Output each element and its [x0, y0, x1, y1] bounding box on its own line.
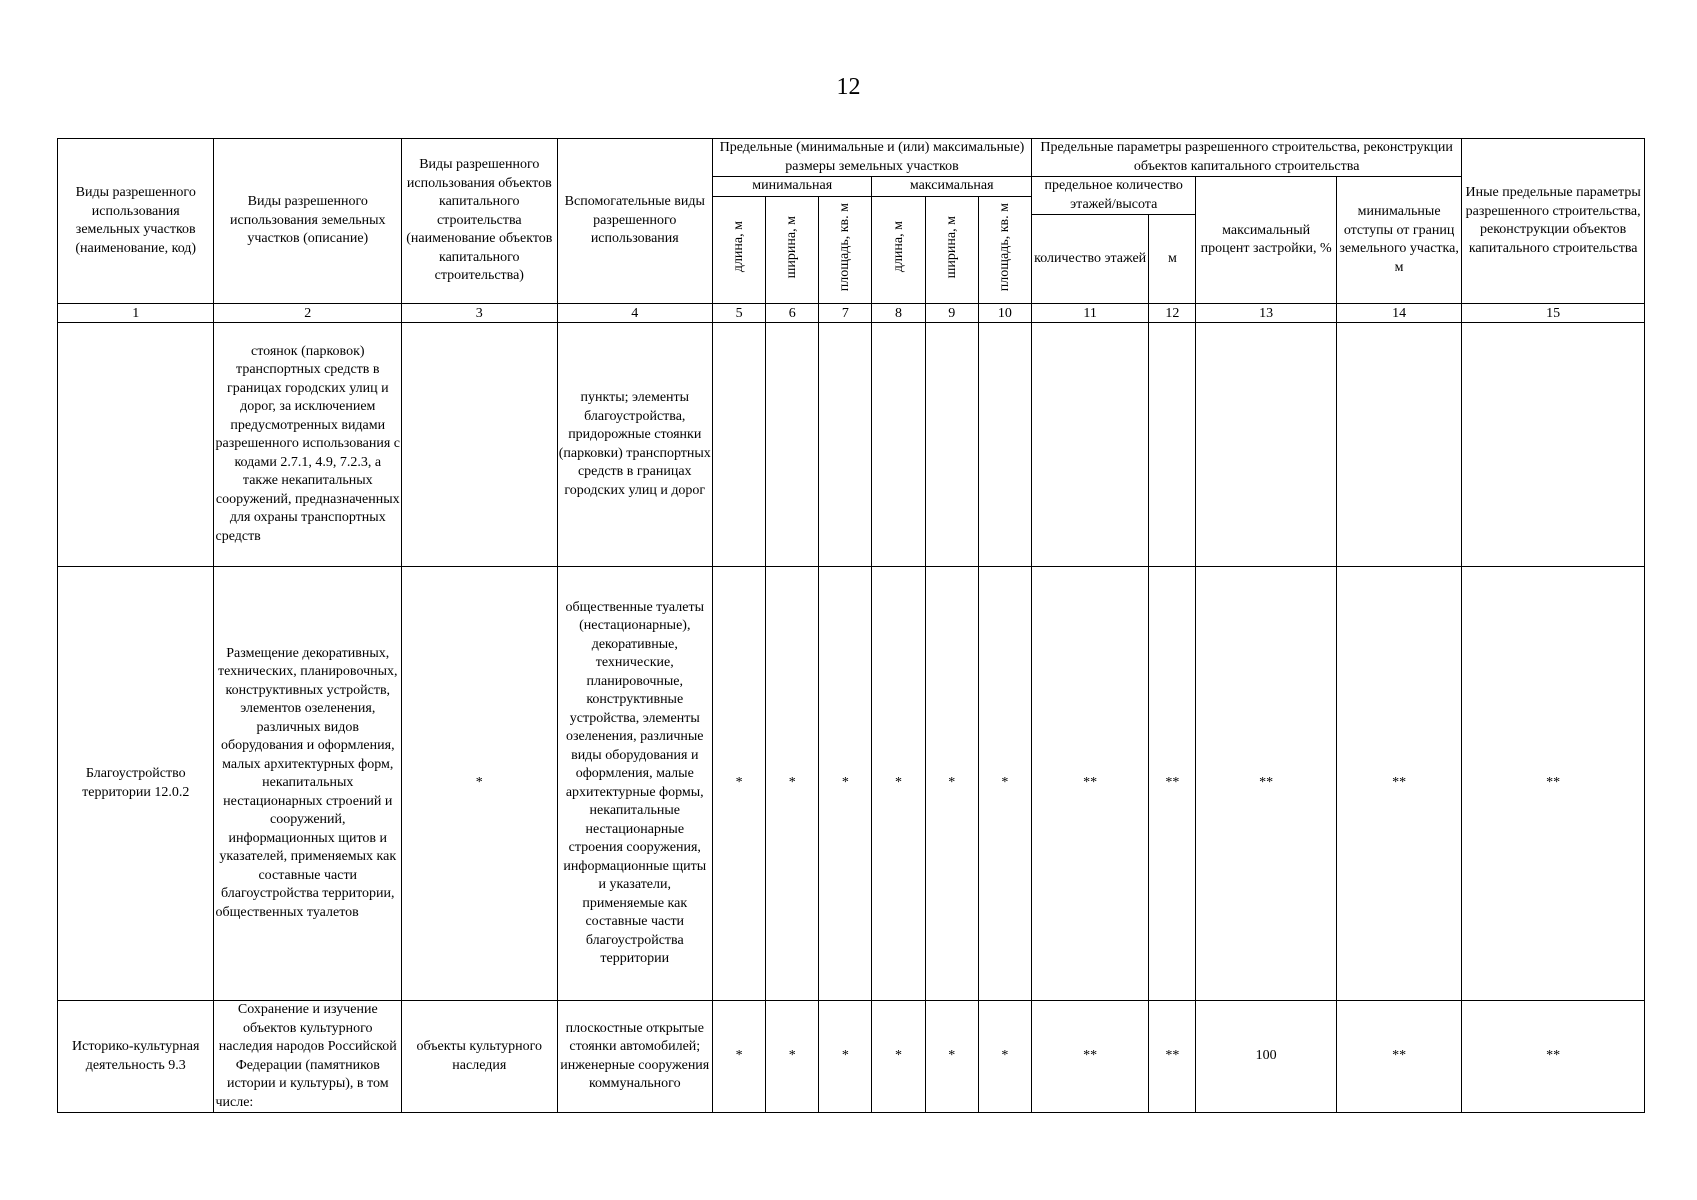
min-area-value — [819, 323, 872, 567]
column-number: 3 — [402, 304, 557, 323]
header-max-length: длина, м — [872, 197, 925, 304]
auxiliary-uses: пункты; элементы благоустройства, придорожные стоянки (парковки) транспортных средств в границах городских улиц и дорог — [557, 323, 712, 567]
table-row — [58, 1001, 1645, 1113]
max-length-value — [872, 323, 925, 567]
column-number: 8 — [872, 304, 925, 323]
min-length-value — [713, 323, 766, 567]
max-width-value: * — [925, 567, 978, 1001]
header-min-offsets: минимальные отступы от границ земельного участка, м — [1336, 177, 1461, 304]
land-use-name: Историко-культурная деятельность 9.3 — [58, 1001, 214, 1113]
auxiliary-uses: плоскостные открытые стоянки автомобилей; инженерные сооружения коммунального — [557, 1001, 712, 1113]
column-number-row — [58, 304, 1645, 323]
other-params-value: ** — [1462, 1001, 1645, 1113]
min-offsets-value — [1336, 323, 1461, 567]
header-floors-height: предельное количество этажей/высота — [1031, 177, 1196, 215]
header-max-build-percent: максимальный процент застройки, % — [1196, 177, 1336, 304]
min-area-value: * — [819, 567, 872, 1001]
header-max-width: ширина, м — [925, 197, 978, 304]
height-value — [1149, 323, 1196, 567]
min-offsets-value: ** — [1336, 1001, 1461, 1113]
table-row — [58, 567, 1645, 1001]
max-build-percent-value — [1196, 323, 1336, 567]
height-value: ** — [1149, 1001, 1196, 1113]
header-capital-objects: Виды разрешенного использования объектов капитального строительства (наименование объектов капитального строительства) — [402, 139, 557, 304]
column-number: 14 — [1336, 304, 1461, 323]
header-min-length: длина, м — [713, 197, 766, 304]
land-use-description: стоянок (парковок) транспортных средств в границах городских улиц и дорог, за исключением предусмотренных видами разрешенного использования с кодами 2.7.1, 4.9, 7.2.3, а также некапитальных сооружений, предназначенных для охраны транспортных средств — [214, 323, 402, 567]
header-min-area: площадь, кв. м — [819, 197, 872, 304]
floors-value: ** — [1031, 567, 1148, 1001]
header-maximum: максимальная — [872, 177, 1032, 197]
other-params-value: ** — [1462, 567, 1645, 1001]
regulations-table — [57, 138, 1645, 1113]
min-width-value — [766, 323, 819, 567]
max-build-percent-value: ** — [1196, 567, 1336, 1001]
land-use-name — [58, 323, 214, 567]
capital-objects: объекты культурного наследия — [402, 1001, 557, 1113]
header-land-use-description: Виды разрешенного использования земельных участков (описание) — [214, 139, 402, 304]
capital-objects: * — [402, 567, 557, 1001]
max-width-value — [925, 323, 978, 567]
max-width-value: * — [925, 1001, 978, 1113]
max-area-value: * — [978, 567, 1031, 1001]
header-land-use-name: Виды разрешенного использования земельных участков (наименование, код) — [58, 139, 214, 304]
min-area-value: * — [819, 1001, 872, 1113]
header-height-m: м — [1149, 215, 1196, 304]
column-number: 9 — [925, 304, 978, 323]
land-use-description: Сохранение и изучение объектов культурного наследия народов Российской Федерации (памятников истории и культуры), в том числе: — [214, 1001, 402, 1113]
header-floors: количество этажей — [1031, 215, 1148, 304]
column-number: 5 — [713, 304, 766, 323]
land-use-name: Благоустройство территории 12.0.2 — [58, 567, 214, 1001]
column-number: 10 — [978, 304, 1031, 323]
height-value: ** — [1149, 567, 1196, 1001]
header-auxiliary-uses: Вспомогательные виды разрешенного использования — [557, 139, 712, 304]
column-number: 12 — [1149, 304, 1196, 323]
header-construction-params: Предельные параметры разрешенного строительства, реконструкции объектов капитального строительства — [1031, 139, 1461, 177]
min-width-value: * — [766, 567, 819, 1001]
header-min-width: ширина, м — [766, 197, 819, 304]
land-use-description: Размещение декоративных, технических, планировочных, конструктивных устройств, элементов озеленения, различных видов оборудования и оформления, малых архитектурных форм, некапитальных нестационарных строений и сооружений, информационных щитов и указателей, применяемых как составные части благоустройства территории, общественных туалетов — [214, 567, 402, 1001]
capital-objects — [402, 323, 557, 567]
column-number: 15 — [1462, 304, 1645, 323]
max-area-value — [978, 323, 1031, 567]
min-length-value: * — [713, 1001, 766, 1113]
column-number: 1 — [58, 304, 214, 323]
column-number: 2 — [214, 304, 402, 323]
floors-value: ** — [1031, 1001, 1148, 1113]
other-params-value — [1462, 323, 1645, 567]
max-build-percent-value: 100 — [1196, 1001, 1336, 1113]
column-number: 6 — [766, 304, 819, 323]
header-max-area: площадь, кв. м — [978, 197, 1031, 304]
header-plot-size-limits: Предельные (минимальные и (или) максимальные) размеры земельных участков — [713, 139, 1032, 177]
floors-value — [1031, 323, 1148, 567]
auxiliary-uses: общественные туалеты (нестационарные), декоративные, технические, планировочные, конструктивные устройства, элементы озеленения, различные виды оборудования и оформления, малые архитектурные формы, некапитальные нестационарные строения сооружения, информационные щиты и указатели, применяемые как составные части благоустройства территории — [557, 567, 712, 1001]
page-number: 12 — [836, 74, 861, 100]
min-offsets-value: ** — [1336, 567, 1461, 1001]
header-other-params: Иные предельные параметры разрешенного строительства, реконструкции объектов капитального строительства — [1462, 139, 1645, 304]
min-width-value: * — [766, 1001, 819, 1113]
column-number: 11 — [1031, 304, 1148, 323]
table-row — [58, 323, 1645, 567]
max-length-value: * — [872, 1001, 925, 1113]
max-area-value: * — [978, 1001, 1031, 1113]
max-length-value: * — [872, 567, 925, 1001]
min-length-value: * — [713, 567, 766, 1001]
column-number: 4 — [557, 304, 712, 323]
column-number: 7 — [819, 304, 872, 323]
header-minimum: минимальная — [713, 177, 872, 197]
column-number: 13 — [1196, 304, 1336, 323]
